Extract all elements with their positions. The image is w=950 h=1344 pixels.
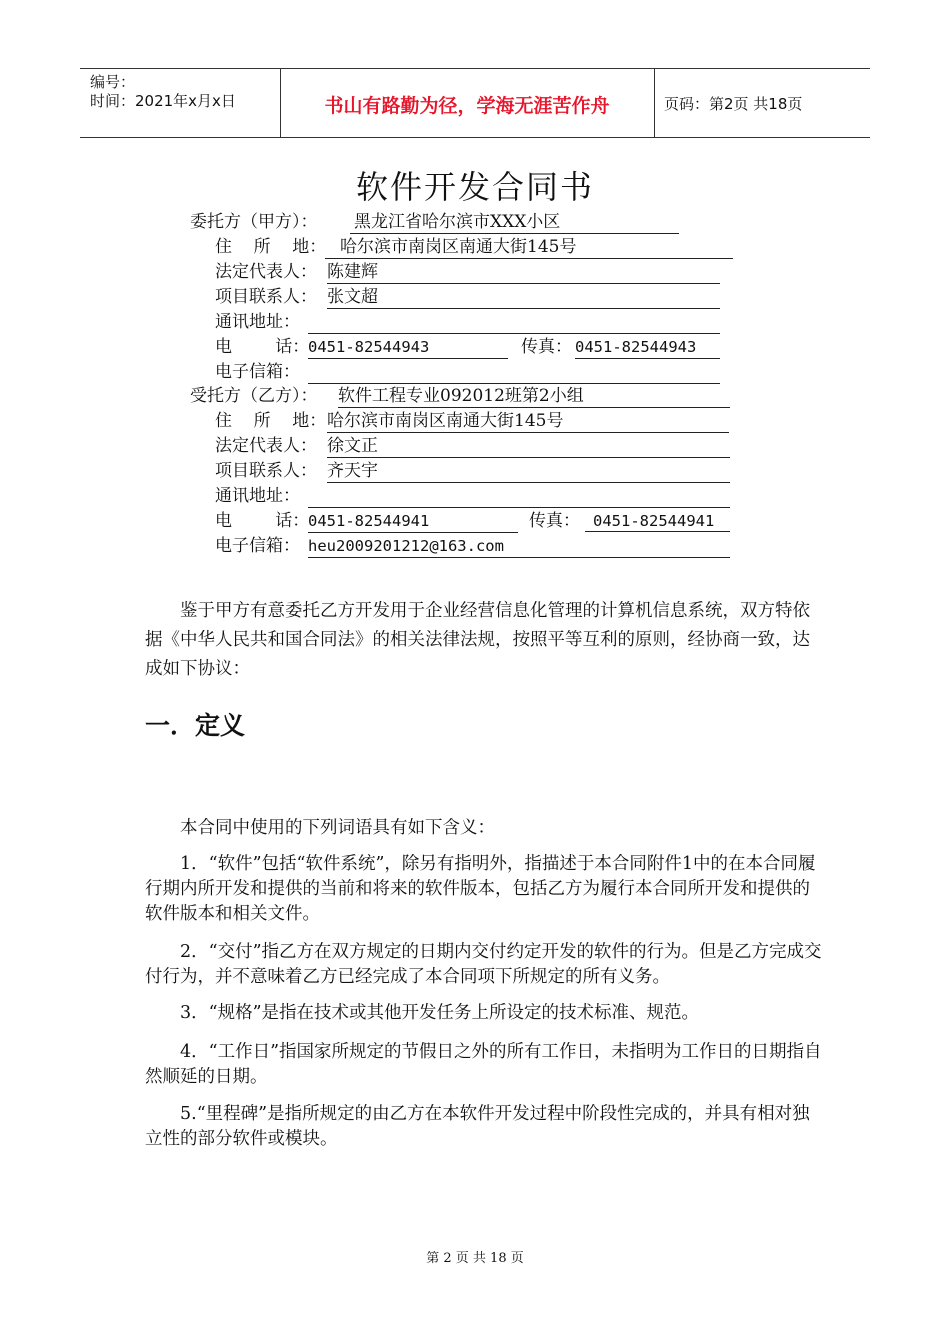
party-b-phone-label: 电 话： (215, 511, 310, 531)
party-b-email-label: 电子信箱： (215, 536, 300, 556)
party-a-address: 哈尔滨市南岗区南通大街145号 (325, 235, 733, 259)
party-a-legal-rep-label: 法定代表人： (215, 262, 317, 282)
header-page-info: 页码：第2页 共18页 (664, 95, 803, 113)
time-label: 时间：2021年x月x日 (90, 92, 236, 110)
header-motto: 书山有路勤为径，学海无涯苦作舟 (324, 95, 610, 117)
party-a-fax-label: 传真： (521, 337, 572, 357)
party-a-mail (308, 310, 720, 334)
party-a-email-row (215, 360, 725, 384)
party-a-legal-rep: 陈建辉 (327, 260, 720, 284)
party-b-legal-rep-row (215, 434, 735, 458)
party-a-address-row (215, 235, 725, 259)
party-a-name: 黑龙江省哈尔滨市XXX小区 (350, 210, 679, 234)
preamble-paragraph: 鉴于甲方有意委托乙方开发用于企业经营信息化管理的计算机信息系统，双方特依据《中华人民共和国合同法》的相关法律法规，按照平等互利的原则，经协商一致，达成如下协议： (145, 601, 810, 679)
party-b-legal-rep: 徐文正 (327, 434, 730, 458)
party-b-address-row (215, 409, 735, 433)
party-b-phone-row (215, 509, 735, 533)
party-b-heading: 受托方（乙方）： (190, 386, 318, 406)
party-b-contact-row (215, 459, 735, 483)
page-footer: 第 2 页 共 18 页 (426, 1251, 524, 1266)
party-a-name-row (190, 210, 690, 234)
party-b-legal-rep-label: 法定代表人： (215, 436, 317, 456)
serial-label: 编号： (90, 73, 136, 91)
definition-item: 5.“里程碑”是指所规定的由乙方在本软件开发过程中阶段性完成的，并具有相对独立性的部分软件或模块。 (145, 1104, 810, 1149)
definition-item: 3．“规格”是指在技术或其他开发任务上所设定的技术标准、规范。 (180, 1003, 700, 1023)
party-a-contact-row (215, 285, 725, 309)
party-a-phone-row (215, 335, 725, 359)
party-b-mail-row (215, 484, 735, 508)
party-a-email-label: 电子信箱： (215, 362, 300, 382)
party-a-mail-row (215, 310, 725, 334)
party-a-phone-label: 电 话： (215, 337, 310, 357)
header-divider (654, 69, 655, 137)
party-a-address-label: 住 所 地： (215, 237, 327, 257)
party-a-mail-label: 通讯地址： (215, 312, 300, 332)
section-heading: 一．定义 (145, 711, 246, 740)
page-header (80, 68, 870, 138)
party-a-contact: 张文超 (327, 285, 720, 309)
definition-item: 2．“交付”指乙方在双方规定的日期内交付约定开发的软件的行为。但是乙方完成交付行为，并不意味着乙方已经完成了本合同项下所规定的所有义务。 (145, 942, 822, 987)
party-b-name-row (190, 384, 735, 408)
section-intro: 本合同中使用的下列词语具有如下含义： (180, 818, 495, 838)
party-b-contact-label: 项目联系人： (215, 461, 317, 481)
party-b-address: 哈尔滨市南岗区南通大街145号 (327, 409, 729, 433)
party-b-address-label: 住 所 地： (215, 411, 327, 431)
party-b-phone: 0451-82544941 (308, 509, 518, 533)
party-b-contact: 齐天宇 (327, 459, 730, 483)
party-b-email: heu2009201212@163.com (308, 534, 730, 558)
document-title: 软件开发合同书 (355, 168, 594, 206)
party-a-phone: 0451-82544943 (308, 335, 508, 359)
header-meta (90, 73, 236, 111)
definition-item: 4．“工作日”指国家所规定的节假日之外的所有工作日，未指明为工作日的日期指自然顺延的日期。 (145, 1042, 822, 1087)
party-a-contact-label: 项目联系人： (215, 287, 317, 307)
party-b-mail-label: 通讯地址： (215, 486, 300, 506)
party-a-legal-rep-row (215, 260, 725, 284)
definition-item: 1．“软件”包括“软件系统”，除另有指明外，指描述于本合同附件1中的在本合同履行期内所开发和提供的当前和将来的软件版本，包括乙方为履行本合同所开发和提供的软件版本和相关文件。 (145, 854, 816, 924)
party-a-heading: 委托方（甲方）： (190, 212, 318, 232)
party-b-fax: 0451-82544941 (585, 509, 730, 532)
party-b-mail (308, 484, 730, 508)
party-a-fax: 0451-82544943 (575, 335, 720, 359)
party-a-email (308, 360, 720, 384)
party-b-email-row (215, 534, 735, 558)
party-b-name: 软件工程专业092012班第2小组 (338, 384, 730, 408)
party-b-fax-label: 传真： (529, 511, 580, 531)
